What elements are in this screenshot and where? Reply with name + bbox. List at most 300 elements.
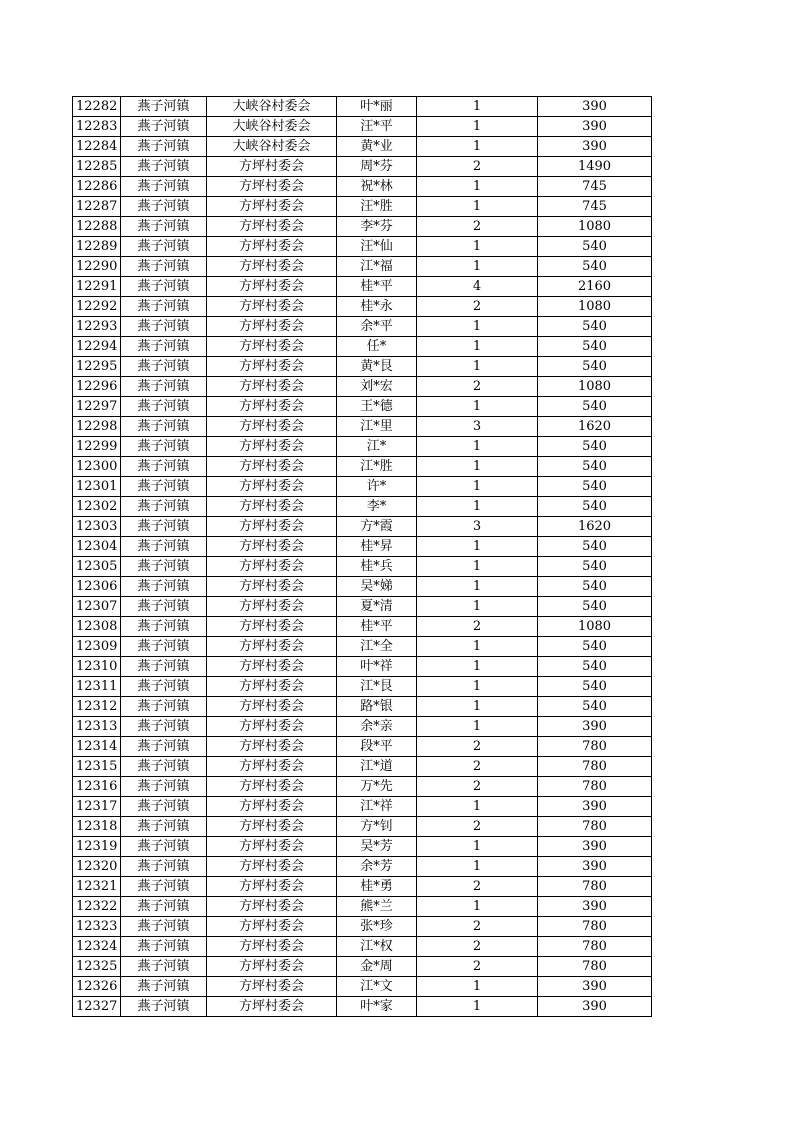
amount-cell: 1080: [538, 377, 652, 397]
town-cell: 燕子河镇: [121, 377, 207, 397]
row-number-cell: 12293: [73, 317, 121, 337]
village-cell: 方坪村委会: [207, 197, 337, 217]
village-cell: 方坪村委会: [207, 917, 337, 937]
row-number-cell: 12285: [73, 157, 121, 177]
row-number-cell: 12298: [73, 417, 121, 437]
row-number-cell: 12296: [73, 377, 121, 397]
count-cell: 1: [417, 197, 538, 217]
name-cell: 江*艮: [337, 677, 417, 697]
table-row: [73, 817, 652, 837]
town-cell: 燕子河镇: [121, 397, 207, 417]
town-cell: 燕子河镇: [121, 717, 207, 737]
village-cell: 大峡谷村委会: [207, 137, 337, 157]
row-number-cell: 12323: [73, 917, 121, 937]
name-cell: 桂*昇: [337, 537, 417, 557]
amount-cell: 540: [538, 457, 652, 477]
amount-cell: 1490: [538, 157, 652, 177]
row-number-cell: 12308: [73, 617, 121, 637]
town-cell: 燕子河镇: [121, 577, 207, 597]
village-cell: 方坪村委会: [207, 317, 337, 337]
row-number-cell: 12318: [73, 817, 121, 837]
name-cell: 黄*艮: [337, 357, 417, 377]
count-cell: 1: [417, 497, 538, 517]
village-cell: 方坪村委会: [207, 997, 337, 1017]
row-number-cell: 12291: [73, 277, 121, 297]
row-number-cell: 12300: [73, 457, 121, 477]
row-number-cell: 12297: [73, 397, 121, 417]
amount-cell: 390: [538, 837, 652, 857]
row-number-cell: 12311: [73, 677, 121, 697]
name-cell: 吴*芳: [337, 837, 417, 857]
name-cell: 余*芳: [337, 857, 417, 877]
count-cell: 2: [417, 957, 538, 977]
count-cell: 3: [417, 417, 538, 437]
town-cell: 燕子河镇: [121, 757, 207, 777]
count-cell: 1: [417, 597, 538, 617]
count-cell: 1: [417, 477, 538, 497]
village-cell: 方坪村委会: [207, 497, 337, 517]
table-row: [73, 177, 652, 197]
count-cell: 1: [417, 397, 538, 417]
row-number-cell: 12320: [73, 857, 121, 877]
name-cell: 刘*宏: [337, 377, 417, 397]
amount-cell: 780: [538, 917, 652, 937]
count-cell: 2: [417, 877, 538, 897]
table-row: [73, 497, 652, 517]
count-cell: 1: [417, 97, 538, 117]
town-cell: 燕子河镇: [121, 337, 207, 357]
count-cell: 1: [417, 697, 538, 717]
village-cell: 方坪村委会: [207, 857, 337, 877]
town-cell: 燕子河镇: [121, 217, 207, 237]
amount-cell: 390: [538, 117, 652, 137]
village-cell: 方坪村委会: [207, 957, 337, 977]
row-number-cell: 12288: [73, 217, 121, 237]
row-number-cell: 12283: [73, 117, 121, 137]
count-cell: 1: [417, 437, 538, 457]
town-cell: 燕子河镇: [121, 297, 207, 317]
amount-cell: 390: [538, 997, 652, 1017]
town-cell: 燕子河镇: [121, 197, 207, 217]
table-row: [73, 617, 652, 637]
amount-cell: 390: [538, 97, 652, 117]
row-number-cell: 12321: [73, 877, 121, 897]
row-number-cell: 12325: [73, 957, 121, 977]
town-cell: 燕子河镇: [121, 677, 207, 697]
village-cell: 方坪村委会: [207, 877, 337, 897]
name-cell: 江*祥: [337, 797, 417, 817]
village-cell: 方坪村委会: [207, 457, 337, 477]
count-cell: 2: [417, 917, 538, 937]
town-cell: 燕子河镇: [121, 957, 207, 977]
count-cell: 1: [417, 997, 538, 1017]
row-number-cell: 12294: [73, 337, 121, 357]
amount-cell: 1620: [538, 417, 652, 437]
table-row: [73, 877, 652, 897]
name-cell: 许*: [337, 477, 417, 497]
count-cell: 1: [417, 257, 538, 277]
name-cell: 汪*仙: [337, 237, 417, 257]
name-cell: 叶*祥: [337, 657, 417, 677]
amount-cell: 745: [538, 197, 652, 217]
village-cell: 方坪村委会: [207, 537, 337, 557]
table-row: [73, 697, 652, 717]
village-cell: 方坪村委会: [207, 477, 337, 497]
amount-cell: 780: [538, 937, 652, 957]
table-row: [73, 137, 652, 157]
count-cell: 2: [417, 157, 538, 177]
village-cell: 方坪村委会: [207, 717, 337, 737]
village-cell: 大峡谷村委会: [207, 117, 337, 137]
amount-cell: 540: [538, 697, 652, 717]
table-row: [73, 477, 652, 497]
row-number-cell: 12313: [73, 717, 121, 737]
table-row: [73, 417, 652, 437]
name-cell: 桂*勇: [337, 877, 417, 897]
table-row: [73, 777, 652, 797]
village-cell: 方坪村委会: [207, 437, 337, 457]
village-cell: 方坪村委会: [207, 977, 337, 997]
name-cell: 江*福: [337, 257, 417, 277]
row-number-cell: 12305: [73, 557, 121, 577]
count-cell: 2: [417, 617, 538, 637]
table-row: [73, 997, 652, 1017]
table-row: [73, 197, 652, 217]
name-cell: 方*钊: [337, 817, 417, 837]
table-row: [73, 357, 652, 377]
town-cell: 燕子河镇: [121, 917, 207, 937]
row-number-cell: 12295: [73, 357, 121, 377]
table-row: [73, 597, 652, 617]
table-body: [73, 97, 652, 1017]
amount-cell: 1080: [538, 297, 652, 317]
amount-cell: 540: [538, 577, 652, 597]
amount-cell: 390: [538, 137, 652, 157]
town-cell: 燕子河镇: [121, 997, 207, 1017]
table-row: [73, 797, 652, 817]
table-row: [73, 337, 652, 357]
village-cell: 方坪村委会: [207, 657, 337, 677]
name-cell: 江*权: [337, 937, 417, 957]
count-cell: 1: [417, 117, 538, 137]
name-cell: 桂*永: [337, 297, 417, 317]
amount-cell: 540: [538, 357, 652, 377]
village-cell: 方坪村委会: [207, 357, 337, 377]
name-cell: 余*平: [337, 317, 417, 337]
row-number-cell: 12319: [73, 837, 121, 857]
village-cell: 方坪村委会: [207, 817, 337, 837]
amount-cell: 780: [538, 877, 652, 897]
amount-cell: 540: [538, 477, 652, 497]
row-number-cell: 12284: [73, 137, 121, 157]
count-cell: 1: [417, 237, 538, 257]
count-cell: 1: [417, 857, 538, 877]
row-number-cell: 12307: [73, 597, 121, 617]
village-cell: 方坪村委会: [207, 597, 337, 617]
amount-cell: 780: [538, 777, 652, 797]
amount-cell: 540: [538, 557, 652, 577]
town-cell: 燕子河镇: [121, 897, 207, 917]
name-cell: 汪*平: [337, 117, 417, 137]
name-cell: 万*先: [337, 777, 417, 797]
table-row: [73, 897, 652, 917]
row-number-cell: 12310: [73, 657, 121, 677]
count-cell: 2: [417, 297, 538, 317]
table-row: [73, 237, 652, 257]
town-cell: 燕子河镇: [121, 797, 207, 817]
town-cell: 燕子河镇: [121, 157, 207, 177]
town-cell: 燕子河镇: [121, 457, 207, 477]
count-cell: 2: [417, 757, 538, 777]
amount-cell: 390: [538, 797, 652, 817]
village-cell: 方坪村委会: [207, 557, 337, 577]
name-cell: 江*道: [337, 757, 417, 777]
village-cell: 方坪村委会: [207, 217, 337, 237]
amount-cell: 540: [538, 497, 652, 517]
amount-cell: 540: [538, 257, 652, 277]
count-cell: 1: [417, 797, 538, 817]
count-cell: 1: [417, 557, 538, 577]
amount-cell: 780: [538, 757, 652, 777]
name-cell: 黄*业: [337, 137, 417, 157]
count-cell: 2: [417, 777, 538, 797]
name-cell: 江*: [337, 437, 417, 457]
town-cell: 燕子河镇: [121, 437, 207, 457]
town-cell: 燕子河镇: [121, 597, 207, 617]
table-row: [73, 437, 652, 457]
name-cell: 路*银: [337, 697, 417, 717]
name-cell: 王*德: [337, 397, 417, 417]
count-cell: 2: [417, 217, 538, 237]
town-cell: 燕子河镇: [121, 257, 207, 277]
village-cell: 方坪村委会: [207, 257, 337, 277]
town-cell: 燕子河镇: [121, 697, 207, 717]
table-row: [73, 857, 652, 877]
table-row: [73, 977, 652, 997]
table-row: [73, 917, 652, 937]
table-row: [73, 717, 652, 737]
table-row: [73, 217, 652, 237]
table-row: [73, 757, 652, 777]
village-cell: 方坪村委会: [207, 277, 337, 297]
name-cell: 任*: [337, 337, 417, 357]
amount-cell: 1080: [538, 617, 652, 637]
name-cell: 段*平: [337, 737, 417, 757]
amount-cell: 2160: [538, 277, 652, 297]
town-cell: 燕子河镇: [121, 277, 207, 297]
town-cell: 燕子河镇: [121, 537, 207, 557]
village-cell: 方坪村委会: [207, 777, 337, 797]
amount-cell: 540: [538, 597, 652, 617]
name-cell: 吴*娣: [337, 577, 417, 597]
table-row: [73, 577, 652, 597]
table-row: [73, 377, 652, 397]
row-number-cell: 12299: [73, 437, 121, 457]
village-cell: 方坪村委会: [207, 377, 337, 397]
row-number-cell: 12327: [73, 997, 121, 1017]
table-row: [73, 397, 652, 417]
count-cell: 1: [417, 337, 538, 357]
count-cell: 4: [417, 277, 538, 297]
count-cell: 1: [417, 577, 538, 597]
count-cell: 1: [417, 357, 538, 377]
amount-cell: 540: [538, 317, 652, 337]
town-cell: 燕子河镇: [121, 817, 207, 837]
row-number-cell: 12314: [73, 737, 121, 757]
amount-cell: 540: [538, 657, 652, 677]
village-cell: 方坪村委会: [207, 397, 337, 417]
count-cell: 1: [417, 457, 538, 477]
village-cell: 方坪村委会: [207, 837, 337, 857]
name-cell: 江*胜: [337, 457, 417, 477]
town-cell: 燕子河镇: [121, 477, 207, 497]
row-number-cell: 12324: [73, 937, 121, 957]
row-number-cell: 12304: [73, 537, 121, 557]
name-cell: 桂*兵: [337, 557, 417, 577]
table-row: [73, 97, 652, 117]
amount-cell: 1080: [538, 217, 652, 237]
town-cell: 燕子河镇: [121, 877, 207, 897]
count-cell: 2: [417, 937, 538, 957]
name-cell: 祝*林: [337, 177, 417, 197]
town-cell: 燕子河镇: [121, 857, 207, 877]
row-number-cell: 12316: [73, 777, 121, 797]
town-cell: 燕子河镇: [121, 497, 207, 517]
row-number-cell: 12309: [73, 637, 121, 657]
table-row: [73, 517, 652, 537]
table-row: [73, 537, 652, 557]
count-cell: 1: [417, 657, 538, 677]
table-row: [73, 677, 652, 697]
row-number-cell: 12290: [73, 257, 121, 277]
village-cell: 方坪村委会: [207, 797, 337, 817]
name-cell: 桂*平: [337, 277, 417, 297]
table-row: [73, 117, 652, 137]
village-cell: 方坪村委会: [207, 417, 337, 437]
row-number-cell: 12317: [73, 797, 121, 817]
town-cell: 燕子河镇: [121, 417, 207, 437]
count-cell: 1: [417, 537, 538, 557]
row-number-cell: 12315: [73, 757, 121, 777]
name-cell: 余*亲: [337, 717, 417, 737]
row-number-cell: 12282: [73, 97, 121, 117]
name-cell: 方*霞: [337, 517, 417, 537]
amount-cell: 540: [538, 237, 652, 257]
village-cell: 方坪村委会: [207, 937, 337, 957]
table-row: [73, 637, 652, 657]
village-cell: 方坪村委会: [207, 337, 337, 357]
row-number-cell: 12326: [73, 977, 121, 997]
row-number-cell: 12302: [73, 497, 121, 517]
count-cell: 1: [417, 137, 538, 157]
table-row: [73, 297, 652, 317]
town-cell: 燕子河镇: [121, 637, 207, 657]
amount-cell: 780: [538, 817, 652, 837]
count-cell: 3: [417, 517, 538, 537]
town-cell: 燕子河镇: [121, 117, 207, 137]
amount-cell: 540: [538, 537, 652, 557]
table-row: [73, 957, 652, 977]
name-cell: 汪*胜: [337, 197, 417, 217]
row-number-cell: 12292: [73, 297, 121, 317]
town-cell: 燕子河镇: [121, 617, 207, 637]
name-cell: 叶*家: [337, 997, 417, 1017]
table-row: [73, 657, 652, 677]
amount-cell: 540: [538, 397, 652, 417]
name-cell: 李*: [337, 497, 417, 517]
count-cell: 1: [417, 717, 538, 737]
village-cell: 方坪村委会: [207, 757, 337, 777]
row-number-cell: 12303: [73, 517, 121, 537]
table-row: [73, 457, 652, 477]
row-number-cell: 12312: [73, 697, 121, 717]
table-row: [73, 317, 652, 337]
name-cell: 夏*清: [337, 597, 417, 617]
town-cell: 燕子河镇: [121, 937, 207, 957]
amount-cell: 540: [538, 677, 652, 697]
count-cell: 2: [417, 737, 538, 757]
town-cell: 燕子河镇: [121, 317, 207, 337]
town-cell: 燕子河镇: [121, 237, 207, 257]
village-cell: 方坪村委会: [207, 577, 337, 597]
count-cell: 1: [417, 977, 538, 997]
village-cell: 方坪村委会: [207, 237, 337, 257]
row-number-cell: 12322: [73, 897, 121, 917]
row-number-cell: 12306: [73, 577, 121, 597]
table-row: [73, 157, 652, 177]
town-cell: 燕子河镇: [121, 557, 207, 577]
name-cell: 熊*兰: [337, 897, 417, 917]
name-cell: 李*芬: [337, 217, 417, 237]
village-cell: 方坪村委会: [207, 177, 337, 197]
row-number-cell: 12301: [73, 477, 121, 497]
town-cell: 燕子河镇: [121, 357, 207, 377]
table-row: [73, 257, 652, 277]
amount-cell: 540: [538, 637, 652, 657]
village-cell: 方坪村委会: [207, 517, 337, 537]
name-cell: 金*周: [337, 957, 417, 977]
village-cell: 方坪村委会: [207, 617, 337, 637]
amount-cell: 780: [538, 957, 652, 977]
village-cell: 方坪村委会: [207, 737, 337, 757]
count-cell: 1: [417, 897, 538, 917]
row-number-cell: 12287: [73, 197, 121, 217]
row-number-cell: 12286: [73, 177, 121, 197]
town-cell: 燕子河镇: [121, 837, 207, 857]
table-row: [73, 277, 652, 297]
table-row: [73, 837, 652, 857]
name-cell: 叶*丽: [337, 97, 417, 117]
name-cell: 江*文: [337, 977, 417, 997]
amount-cell: 1620: [538, 517, 652, 537]
name-cell: 桂*平: [337, 617, 417, 637]
table-row: [73, 557, 652, 577]
data-table: [72, 96, 652, 1017]
village-cell: 大峡谷村委会: [207, 97, 337, 117]
amount-cell: 390: [538, 717, 652, 737]
count-cell: 1: [417, 837, 538, 857]
village-cell: 方坪村委会: [207, 697, 337, 717]
name-cell: 周*芬: [337, 157, 417, 177]
town-cell: 燕子河镇: [121, 97, 207, 117]
name-cell: 江*全: [337, 637, 417, 657]
town-cell: 燕子河镇: [121, 517, 207, 537]
town-cell: 燕子河镇: [121, 737, 207, 757]
count-cell: 1: [417, 177, 538, 197]
village-cell: 方坪村委会: [207, 297, 337, 317]
row-number-cell: 12289: [73, 237, 121, 257]
village-cell: 方坪村委会: [207, 637, 337, 657]
